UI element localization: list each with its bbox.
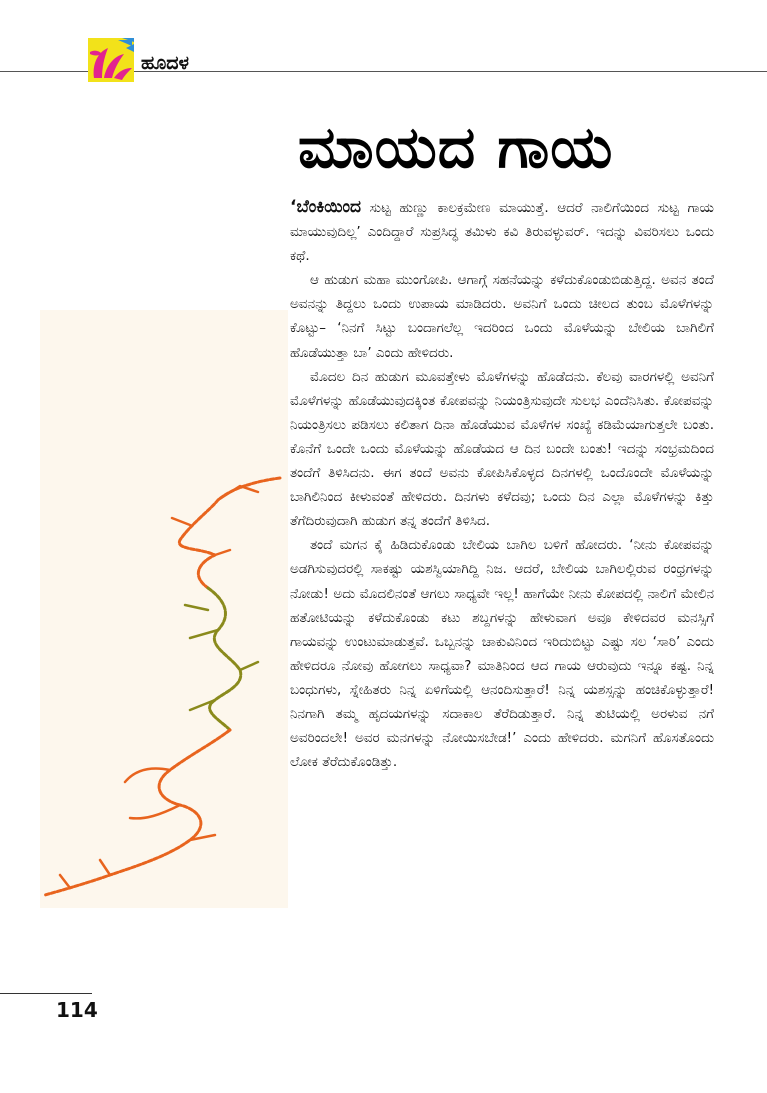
article-title: ಮಾಯದ ಗಾಯ: [298, 113, 614, 181]
flower-petal-logo-icon: [88, 38, 134, 82]
article-body: [290, 195, 714, 774]
dragon-line-art-icon: [40, 470, 290, 900]
page-number: 114: [56, 998, 98, 1022]
paragraph-4: ತಂದೆ ಮಗನ ಕೈ ಹಿಡಿದುಕೊಂಡು ಬೇಲಿಯ ಬಾಗಿಲ ಬಳಿಗೆ ಹೋದರು. ‘ನೀನು ಕೋಪವನ್ನು ಅಡಗಿಸುವುದರಲ್ಲಿ ಸಾಕಷ್ಟು ಯಶಸ್ವಿಯಾಗಿದ್ದಿ ನಿಜ. ಆದರೆ, ಬೇಲಿಯ ಬಾಗಿಲಲ್ಲಿರುವ ರಂಧ್ರಗಳನ್ನು ನೋಡು! ಅದು ಮೊದಲಿನಂತೆ ಆಗಲು ಸಾಧ್ಯವೇ ಇಲ್ಲ! ಹಾಗೆಯೇ ನೀನು ಕೋಪದಲ್ಲಿ ನಾಲಿಗೆ ಮೇಲಿನ ಹತೋಟಿಯನ್ನು ಕಳೆದುಕೊಂಡು ಕಟು ಶಬ್ದಗಳನ್ನು ಹೇಳುವಾಗ ಅವೂ ಕೇಳಿದವರ ಮನಸ್ಸಿಗೆ ಗಾಯವನ್ನು ಉಂಟುಮಾಡುತ್ತವೆ. ಒಬ್ಬನನ್ನು ಚಾಕುವಿನಿಂದ ಇರಿದುಬಿಟ್ಟು ಎಷ್ಟು ಸಲ ‘ಸಾರಿ’ ಎಂದು ಹೇಳಿದರೂ ನೋವು ಹೋಗಲು ಸಾಧ್ಯವಾ? ಮಾತಿನಿಂದ ಆದ ಗಾಯ ಆರುವುದು ಇನ್ನೂ ಕಷ್ಟ. ನಿನ್ನ ಬಂಧುಗಳು, ಸ್ನೇಹಿತರು ನಿನ್ನ ಏಳಿಗೆಯಲ್ಲಿ ಆನಂದಿಸುತ್ತಾರೆ! ನಿನ್ನ ಯಶಸ್ಸನ್ನು ಹಂಚಿಕೊಳ್ಳುತ್ತಾರೆ! ನಿನಗಾಗಿ ತಮ್ಮ ಹೃದಯಗಳನ್ನು ಸದಾಕಾಲ ತೆರೆದಿಡುತ್ತಾರೆ. ನಿನ್ನ ತುಟಿಯಲ್ಲಿ ಅರಳುವ ನಗೆ ಅವರಿಂದಲೇ! ಅವರ ಮನಗಳನ್ನು ನೋಯಿಸಬೇಡ!’ ಎಂದು ಹೇಳಿದರು. ಮಗನಿಗೆ ಹೊಸತೊಂದು ಲೋಕ ತೆರೆದುಕೊಂಡಿತ್ತು.: [290, 537, 714, 771]
paragraph-3: ಮೊದಲ ದಿನ ಹುಡುಗ ಮೂವತ್ತೇಳು ಮೊಳೆಗಳನ್ನು ಹೊಡೆದನು. ಕೆಲವು ವಾರಗಳಲ್ಲಿ ಅವನಿಗೆ ಮೊಳೆಗಳನ್ನು ಹೊಡೆಯುವುದಕ್ಕಿಂತ ಕೋಪವನ್ನು ನಿಯಂತ್ರಿಸುವುದೇ ಸುಲಭ ಎಂದೆನಿಸಿತು. ಕೋಪವನ್ನು ನಿಯಂತ್ರಿಸಲು ಪಡಿಸಲು ಕಲಿತಾಗ ದಿನಾ ಹೊಡೆಯುವ ಮೊಳೆಗಳ ಸಂಖ್ಯೆ ಕಡಿಮೆಯಾಗುತ್ತಲೇ ಬಂತು. ಕೊನೆಗೆ ಒಂದೇ ಒಂದು ಮೊಳೆಯನ್ನು ಹೊಡೆಯದ ಆ ದಿನ ಬಂದೇ ಬಂತು! ಇದನ್ನು ಸಂಭ್ರಮದಿಂದ ತಂದೆಗೆ ತಿಳಿಸಿದನು. ಈಗ ತಂದೆ ಅವನು ಕೋಪಿಸಿಕೊಳ್ಳದ ದಿನಗಳಲ್ಲಿ ಒಂದೊಂದೇ ಮೊಳೆಯನ್ನು ಬಾಗಿಲಿನಿಂದ ಕೀಳುವಂತೆ ಹೇಳಿದರು. ದಿನಗಳು ಕಳೆದವು; ಒಂದು ದಿನ ಎಲ್ಲಾ ಮೊಳೆಗಳನ್ನು ಕಿತ್ತು ತೆಗೆದಿರುವುದಾಗಿ ಹುಡುಗ ತನ್ನ ತಂದೆಗೆ ತಿಳಿಸಿದ.: [290, 368, 714, 530]
footer-rule: [0, 993, 92, 994]
lead-word: ‘ಬೆಂಕಿಯಿಂದ: [290, 197, 362, 217]
paragraph-1: [290, 195, 714, 268]
section-name: ಹೂದಳ: [141, 52, 189, 74]
paragraph-2: ಆ ಹುಡುಗ ಮಹಾ ಮುಂಗೋಪಿ. ಆಗಾಗ್ಗೆ ಸಹನೆಯನ್ನು ಕಳೆದುಕೊಂಡುಬಿಡುತ್ತಿದ್ದ. ಅವನ ತಂದೆ ಅವನನ್ನು ತಿದ್ದಲು ಒಂದು ಉಪಾಯ ಮಾಡಿದರು. ಅವನಿಗೆ ಒಂದು ಚೀಲದ ತುಂಬ ಮೊಳೆಗಳನ್ನು ಕೊಟ್ಟು– ‘ನಿನಗೆ ಸಿಟ್ಟು ಬಂದಾಗಲೆಲ್ಲ ಇದರಿಂದ ಒಂದು ಮೊಳೆಯನ್ನು ಬೇಲಿಯ ಬಾಗಿಲಿಗೆ ಹೊಡೆಯುತ್ತಾ ಬಾ’ ಎಂದು ಹೇಳಿದರು.: [290, 272, 714, 361]
paragraph-text: ಸುಟ್ಟ ಹುಣ್ಣು ಕಾಲಕ್ರಮೇಣ ಮಾಯುತ್ತೆ. ಆದರೆ ನಾಲಿಗೆಯಿಂದ ಸುಟ್ಟ ಗಾಯ ಮಾಯುವುದಿಲ್ಲ’ ಎಂದಿದ್ದಾರೆ ಸುಪ್ರಸಿದ್ಧ ತಮಿಳು ಕವಿ ತಿರುವಳ್ಳುವರ್. ಇದನ್ನು ವಿವರಿಸಲು ಒಂದು ಕಥೆ.: [290, 200, 714, 265]
